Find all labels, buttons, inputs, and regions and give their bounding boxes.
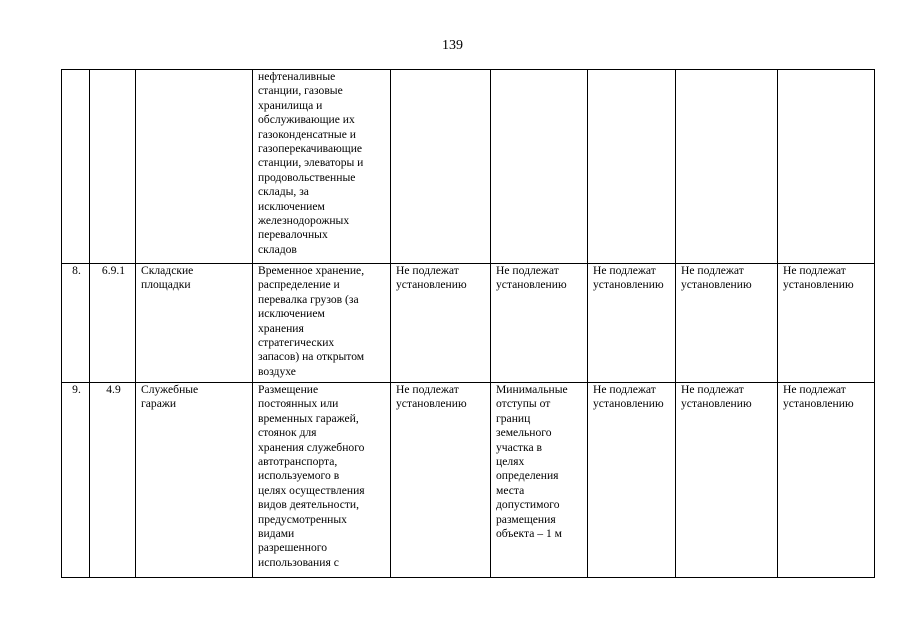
param-cell xyxy=(676,383,778,578)
param-cell xyxy=(676,264,778,383)
row-number: 8. xyxy=(72,264,81,277)
param-cell xyxy=(491,383,588,578)
param-cell xyxy=(588,383,676,578)
name-cell xyxy=(136,383,253,578)
description-cell xyxy=(253,264,391,383)
param-cell xyxy=(588,264,676,383)
param-value: Не подлежат установлению xyxy=(396,383,467,411)
param-cell xyxy=(778,264,875,383)
row-number-cell xyxy=(62,264,90,383)
param-value: Минимальные отступы от границ земельного участка в целях определения места допустимого размещения объекта – 1 м xyxy=(496,383,568,541)
param-cell xyxy=(491,264,588,383)
use-description: нефтеналивные станции, газовые хранилища и обслуживающие их газоконденсатные и газоперекачивающие станции, элеваторы и продовольственные склады, за исключением железнодорожных перевалочных складов xyxy=(258,70,364,256)
row-number-cell xyxy=(62,383,90,578)
param-value: Не подлежат установлению xyxy=(681,383,752,411)
use-code: 6.9.1 xyxy=(101,264,126,277)
param-cell xyxy=(676,70,778,264)
name-cell xyxy=(136,70,253,264)
description-cell xyxy=(253,70,391,264)
param-cell xyxy=(588,70,676,264)
param-value: Не подлежат установлению xyxy=(783,383,854,411)
table-row xyxy=(62,70,875,264)
row-number-cell xyxy=(62,70,90,264)
use-name: Служебные гаражи xyxy=(141,383,199,411)
use-description: Размещение постоянных или временных гаражей, стоянок для хранения служебного автотранспорта, используемого в целях осуществления видов деятельности, предусмотренных видами разрешенного использования с xyxy=(258,383,365,569)
code-cell xyxy=(90,264,136,383)
code-cell xyxy=(90,383,136,578)
land-use-table xyxy=(61,69,875,578)
param-cell xyxy=(778,70,875,264)
param-cell xyxy=(778,383,875,578)
row-number: 9. xyxy=(72,383,81,396)
param-value: Не подлежат установлению xyxy=(496,264,567,292)
code-cell xyxy=(90,70,136,264)
param-value: Не подлежат установлению xyxy=(783,264,854,292)
use-description: Временное хранение, распределение и перевалка грузов (за исключением хранения стратегических запасов) на открытом воздухе xyxy=(258,264,365,378)
description-cell xyxy=(253,383,391,578)
use-code: 4.9 xyxy=(106,383,121,396)
param-value: Не подлежат установлению xyxy=(593,264,664,292)
param-cell xyxy=(391,383,491,578)
table-row xyxy=(62,383,875,578)
param-value: Не подлежат установлению xyxy=(396,264,467,292)
table-row xyxy=(62,264,875,383)
param-cell xyxy=(491,70,588,264)
param-cell xyxy=(391,70,491,264)
param-cell xyxy=(391,264,491,383)
param-value: Не подлежат установлению xyxy=(593,383,664,411)
name-cell xyxy=(136,264,253,383)
page-number: 139 xyxy=(442,38,463,53)
use-name: Складские площадки xyxy=(141,264,194,292)
param-value: Не подлежат установлению xyxy=(681,264,752,292)
